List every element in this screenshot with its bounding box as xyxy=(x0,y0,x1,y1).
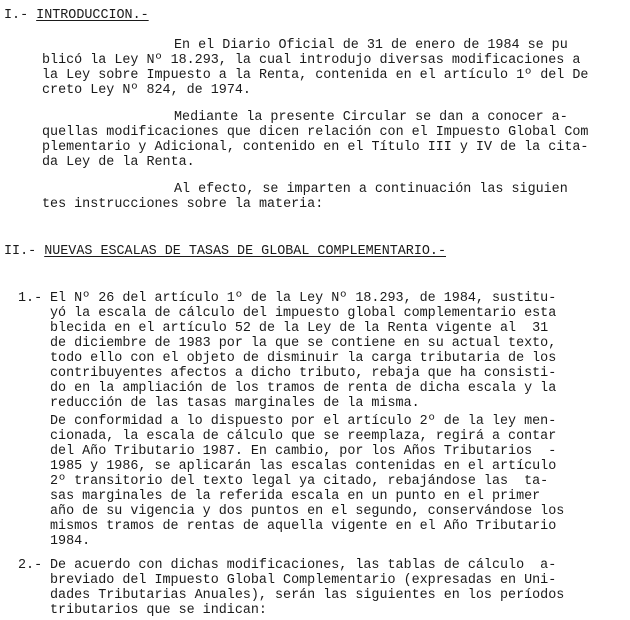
item-1-p2-line-6: sas marginales de la referida escala en un punto en el primer xyxy=(50,489,541,504)
item-2-p1-line-4: tributarios que se indican: xyxy=(50,603,267,618)
section-1-number: I.- xyxy=(4,8,29,23)
section-2-title: NUEVAS ESCALAS DE TASAS DE GLOBAL COMPLEMENTARIO.- xyxy=(44,244,446,259)
section-1-title: INTRODUCCION.- xyxy=(36,8,149,23)
s1-p1-line-4: creto Ley Nº 824, de 1974. xyxy=(42,83,251,98)
section-2-heading xyxy=(4,244,446,260)
s1-p3-line-1: Al efecto, se imparten a continuación las siguien xyxy=(174,182,568,197)
item-1-p2-line-3: del Año Tributario 1987. En cambio, por los Años Tributarios - xyxy=(50,444,557,459)
item-1-p1-line-6: contribuyentes afectos a dicho tributo, rebaja que ha consisti- xyxy=(50,366,557,381)
s1-p2-line-4: da Ley de la Renta. xyxy=(42,155,195,170)
item-1-p2-line-1: De conformidad a lo dispuesto por el artículo 2º de la ley men- xyxy=(50,414,557,429)
s1-p2-line-3: plementario y Adicional, contenido en el Título III y IV de la cita- xyxy=(42,140,589,155)
item-1-number: 1.- xyxy=(18,291,43,306)
item-1-p1-line-4: de diciembre de 1983 por la que se contiene en su actual texto, xyxy=(50,336,557,351)
item-1-p1-line-8: reducción de las tasas marginales de la misma. xyxy=(50,396,420,411)
item-1-p1-line-5: todo ello con el objeto de disminuir la carga tributaria de los xyxy=(50,351,557,366)
item-2-number: 2.- xyxy=(18,558,43,573)
item-2-p1-line-1: De acuerdo con dichas modificaciones, las tablas de cálculo a- xyxy=(50,558,557,573)
item-1-p2-line-4: 1985 y 1986, se aplicarán las escalas contenidas en el artículo xyxy=(50,459,557,474)
item-1-p2-line-5: 2º transitorio del texto legal ya citado, rebajándose las ta- xyxy=(50,474,549,489)
section-2-number: II.- xyxy=(4,244,37,259)
item-1-p1-line-1: El Nº 26 del artículo 1º de la Ley Nº 18.293, de 1984, sustitu- xyxy=(50,291,557,306)
s1-p1-line-3: la Ley sobre Impuesto a la Renta, contenida en el artículo 1º del De xyxy=(42,68,589,83)
item-1-p1-line-3: blecida en el artículo 52 de la Ley de la Renta vigente al 31 xyxy=(50,321,549,336)
item-1-p1-line-2: yó la escala de cálculo del impuesto global complementario esta xyxy=(50,306,557,321)
item-2-p1-line-2: breviado del Impuesto Global Complementario (expresadas en Uni- xyxy=(50,573,557,588)
item-1-p2-line-7: año de su vigencia y dos puntos en el segundo, conservándose los xyxy=(50,504,565,519)
s1-p2-line-1: Mediante la presente Circular se dan a conocer a- xyxy=(174,110,568,125)
s1-p1-line-2: blicó la Ley Nº 18.293, la cual introdujo diversas modificaciones a xyxy=(42,53,581,68)
item-1-p2-line-2: cionada, la escala de cálculo que se reemplaza, regirá a contar xyxy=(50,429,557,444)
item-1-p1-line-7: do en la ampliación de los tramos de renta de dicha escala y la xyxy=(50,381,557,396)
item-1-p2-line-8: mismos tramos de rentas de aquella vigente en el Año Tributario xyxy=(50,519,557,534)
item-2-p1-line-3: dades Tributarias Anuales), serán las siguientes en los períodos xyxy=(50,588,565,603)
item-1-p2-line-9: 1984. xyxy=(50,534,91,549)
s1-p3-line-2: tes instrucciones sobre la materia: xyxy=(42,197,324,212)
s1-p1-line-1: En el Diario Oficial de 31 de enero de 1984 se pu xyxy=(174,38,568,53)
s1-p2-line-2: quellas modificaciones que dicen relación con el Impuesto Global Com xyxy=(42,125,589,140)
section-1-heading xyxy=(4,8,149,24)
